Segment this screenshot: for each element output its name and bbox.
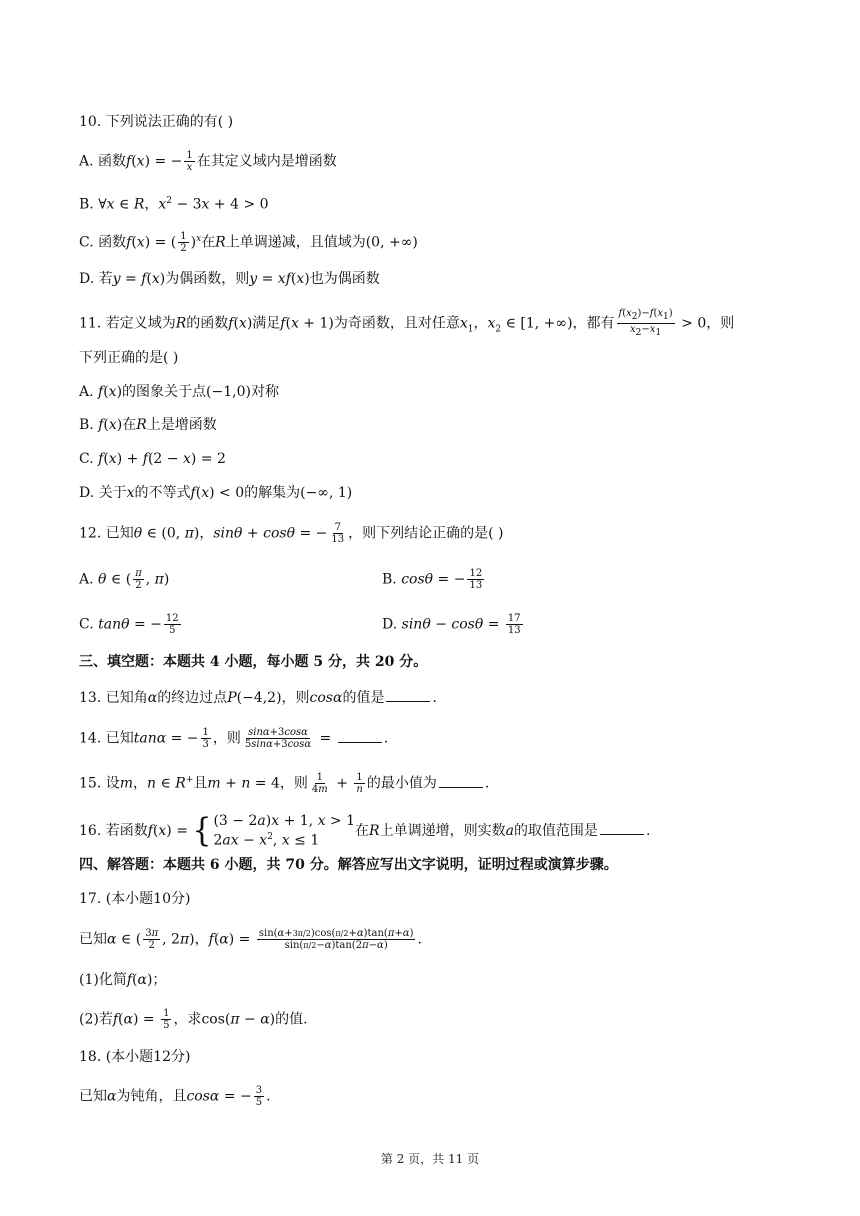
q11-d-pre: D. 关于 <box>79 485 127 501</box>
q16-piecewise: { (3 − 2a)x + 1, x > 1 $2ax - x^2$, x ≤ 1 <box>192 811 356 850</box>
q11-d-mid2: 的解集为 <box>244 485 301 501</box>
q10-stem: 10. 下列说法正确的有( ) <box>79 114 234 130</box>
q17-pre: 已知 <box>79 931 107 948</box>
page-footer: 第 2 页，共 11 页 <box>380 1152 480 1166</box>
q11-option-d: D. 关于x的不等式f(x) < 0的解集为(−∞, 1) <box>79 485 353 501</box>
q11-option-a: A. f(x)的图象关于点(−1,0)对称 <box>79 384 279 400</box>
q14-answer-blank <box>338 728 382 743</box>
q12-option-d: D. sinθ − cosθ = $\frac{17}{13}$ <box>382 613 521 636</box>
q18-mid: 为钝角，且 <box>116 1088 187 1105</box>
q11-stem-mid3: 为奇函数，且对任意 <box>333 315 460 332</box>
q11-stem: 11. 若定义域为R的函数f(x)满足f(x + 1)为奇函数，且对任意$x_1$，$x_2$ ∈ [1, +∞)，都有 $\frac{f(x_2)-f(x_1)}{x_2-x_1}$ > 0，则 <box>79 308 735 338</box>
q14-mid: ，则 <box>212 730 241 747</box>
q17-part1: (1)化简f(α)； <box>79 972 167 988</box>
q12-option-b: B. cosθ = − $\frac{12}{13}$ <box>382 568 483 591</box>
q13: 13. 已知角α的终边过点P(−4,2)，则cosα的值是 . <box>79 687 437 708</box>
q10-d-pre: D. 若 <box>79 271 113 287</box>
q17-part1-text: (1)化简 <box>79 972 127 988</box>
q11-a-post: 的图象关于点 <box>122 384 207 400</box>
q10-option-d: D. 若y = f(x)为偶函数，则y = xf(x)也为偶函数 <box>79 271 380 287</box>
section-3-heading: 三、填空题：本题共 4 小题，每小题 5 分，共 20 分。 <box>79 654 428 670</box>
q13-mid: 的终边过点 <box>157 690 228 706</box>
q12-option-a: A. θ ∈ ( $\frac{\pi}{2}$ , π) <box>79 568 170 591</box>
q17-stem: 已知α ∈ ( $\frac{3\pi}{2}$ , 2π)，f(α) = $\frac{\sin(\alpha+3\pi/2)\cos(\pi/2+\alpha)\tan(\pi+\alpha)}{\sin(\pi/2-\alpha)\tan(2\pi-\alpha)}$ . <box>79 928 422 951</box>
q10-option-b: B. ∀x ∈ R，$x^2 - 3x + 4 > 0$ <box>79 196 269 213</box>
q17-part2-mid: ，求 <box>173 1011 202 1028</box>
q12-stem-post: ，则下列结论正确的是( ) <box>348 525 504 542</box>
q11-stem-mid4: ，都有 <box>572 315 615 332</box>
q17-part2: (2)若f(α) = $\frac{1}{5}$ ，求cos(π − α)的值. <box>79 1008 308 1031</box>
q15-pre: 15. 设 <box>79 775 120 792</box>
q10-b-pre: B. ∀ <box>79 196 107 213</box>
q10-c-pre: C. 函数 <box>79 234 127 251</box>
q16-pre: 16. 若函数 <box>79 822 148 839</box>
q11-a-end: 对称 <box>250 384 279 400</box>
q15-mid: 且 <box>193 775 208 792</box>
q16-mid: 在 <box>355 822 370 839</box>
q16-end: 的取值范围是 <box>513 822 598 839</box>
q15-end: 的最小值为 <box>366 775 437 792</box>
q18-heading: 18. (本小题12分) <box>79 1049 191 1065</box>
q12-option-c: C. tanθ = − $\frac{12}{5}$ <box>79 613 179 636</box>
q11-stem-line2: 下列正确的是( ) <box>79 350 179 366</box>
q10-option-c: C. 函数f(x) = ( $\frac{1}{2}$ )$^x$在R上单调递减，且值域为(0, +∞) <box>79 231 418 255</box>
q15: 15. 设m，n ∈ R+且m + n = 4，则 $\frac{1}{4m}$ + $\frac{1}{n}$ 的最小值为 . <box>79 772 490 796</box>
q17-part2-pre: (2)若 <box>79 1011 113 1028</box>
q10-a-pre: A. 函数 <box>79 153 127 170</box>
q12-stem-pre: 12. 已知 <box>79 525 134 542</box>
q14: 14. 已知tanα = − $\frac{1}{3}$ ，则 $\frac{\sin\alpha+3\cos\alpha}{5\sin\alpha+3\cos\alpha}$ = . <box>79 727 389 750</box>
q11-b-post: 上是增函数 <box>146 417 217 433</box>
q13-answer-blank <box>386 687 430 702</box>
q13-pre: 13. 已知角 <box>79 690 148 706</box>
q18-pre: 已知 <box>79 1088 107 1105</box>
section-4-heading: 四、解答题：本题共 6 小题，共 70 分。解答应写出文字说明，证明过程或演算步骤。 <box>79 857 618 873</box>
q10-option-a: A. 函数f(x) = − $\frac{1}{x}$ 在其定义域内是增函数 <box>79 150 337 173</box>
q11-stem-mid2: 满足 <box>252 315 281 332</box>
q11-option-b: B. f(x)在R上是增函数 <box>79 417 217 433</box>
q13-post: ，则 <box>281 690 310 706</box>
q17-part2-end: 的值. <box>275 1011 308 1028</box>
q10-d-post: 也为偶函数 <box>309 271 380 287</box>
q18-stem: 已知α为钝角，且cosα = − $\frac{3}{5}$ . <box>79 1085 271 1108</box>
q16-answer-blank <box>600 820 644 835</box>
q11-stem-mid1: 的函数 <box>186 315 229 332</box>
q14-pre: 14. 已知 <box>79 730 134 747</box>
q11-d-mid: 的不等式 <box>134 485 191 501</box>
q12-stem: 12. 已知θ ∈ (0, π)，sinθ + cosθ = − $\frac{7}{13}$ ，则下列结论正确的是( ) <box>79 522 504 545</box>
q13-end: 的值是 <box>342 690 385 706</box>
q16-mid2: 上单调递增，则实数 <box>379 822 506 839</box>
q11-option-c: C. f(x) + f(2 − x) = 2 <box>79 451 226 467</box>
q17-heading: 17. (本小题10分) <box>79 891 191 907</box>
q10-c-post: 上单调递减，且值域为 <box>225 234 366 251</box>
q11-stem-pre: 11. 若定义域为 <box>79 315 176 332</box>
q15-mid2: ，则 <box>279 775 308 792</box>
q10-a-post: 在其定义域内是增函数 <box>196 153 337 170</box>
q16: 16. 若函数f(x) = { (3 − 2a)x + 1, x > 1 $2ax - x^2$, x ≤ 1 在R上单调递增，则实数a的取值范围是 . <box>79 811 651 850</box>
q10-d-mid: 为偶函数，则 <box>165 271 250 287</box>
q11-stem-post: ，则 <box>706 315 735 332</box>
q15-answer-blank <box>439 773 483 788</box>
